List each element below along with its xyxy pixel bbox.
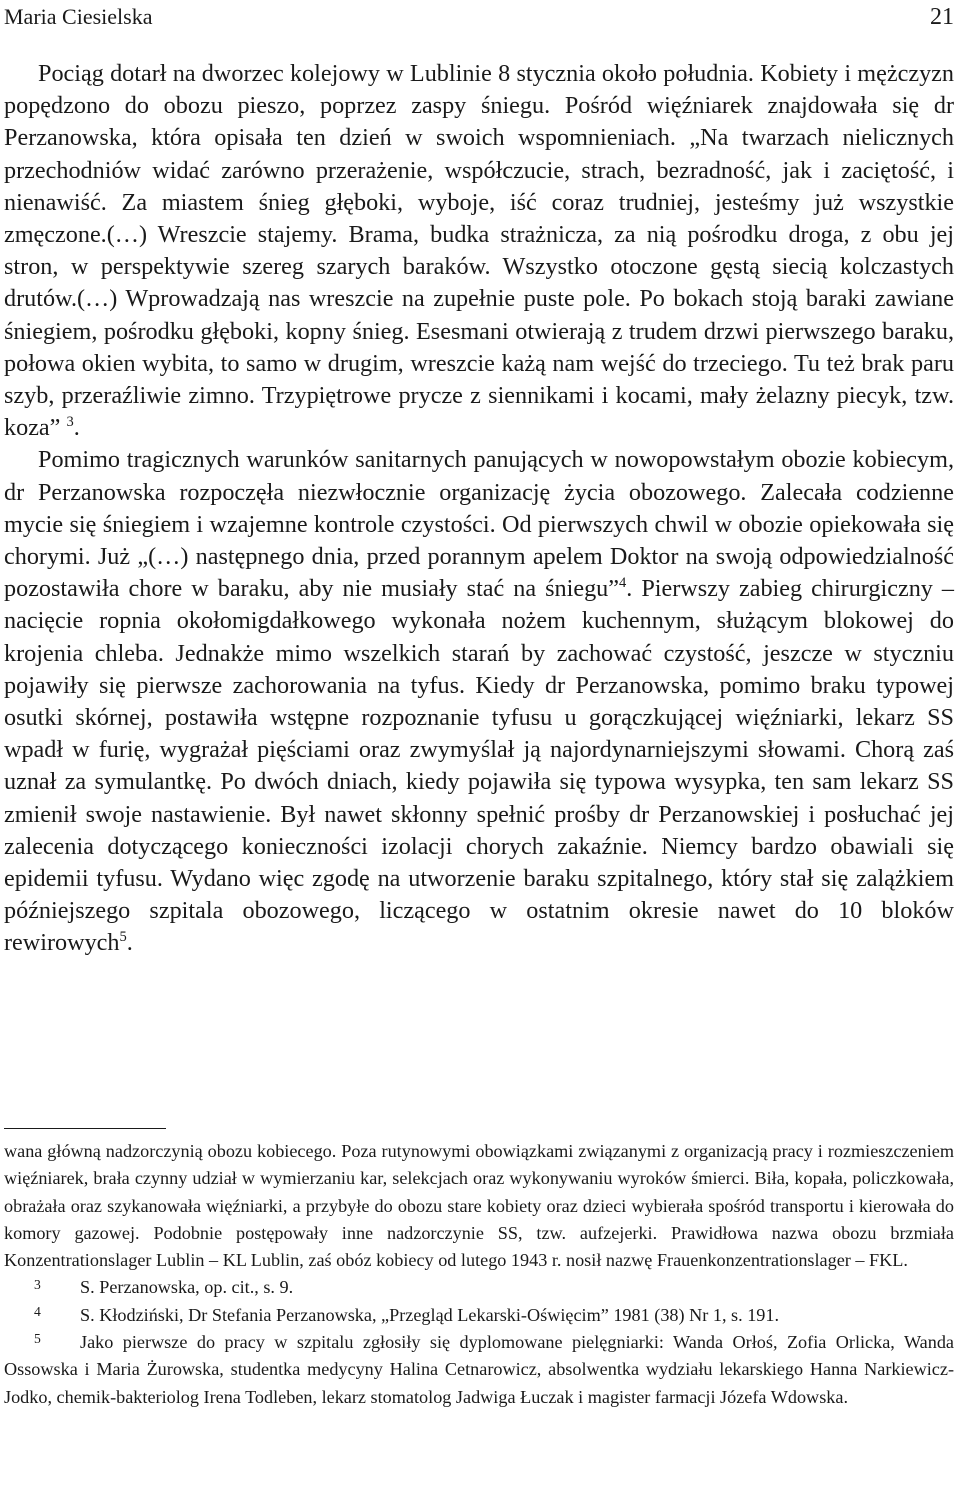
footnote-ref: 3 (66, 414, 74, 431)
footnote-5: 5 Jako pierwsze do pracy w szpitalu zgłosiły się dyplomowane pielęgniarki: Wanda Orłoś, Zofia Orlicka, Wanda Ossowska i Maria Żurowska, studentka medycyny Halina Cetnarowicz, absolwentka wydziału lekarskiego Hanna Narkiewicz-Jodko, chemik-bakteriolog Irena Todleben, lekarz stomatolog Jadwiga Łuczak i magister farmacji Józefa Wdowska. (4, 1331, 954, 1407)
paragraph-text: Pomimo tragicznych warunków sanitarnych panujących w nowopowstałym obozie kobiecym, dr Perzanowska rozpoczęła niezwłocznie organizację życia obozowego. Zalecała codzienne mycie się śniegiem i wzajemne kontrole czystości. Od pierwszych chwil w obozie opiekowała się chorymi. Już „(…) następnego dnia, przed porannym apelem Doktor na swoją odpowiedzialność pozostawiła chore w baraku, aby nie musiały stać na śniegu” (4, 446, 954, 603)
footnote-continuation: wana główną nadzorczynią obozu kobiecego. Poza rutynowymi obowiązkami związanymi z organizacją pracy i rozmieszczeniem więźniarek, brała czynny udział w wymierzaniu kar, selekcjach oraz wykonywaniu wyroków śmierci. Biła, kopała, policzkowała, obrażała oraz szykanowała więźniarki, a przybyłe do obozu stare kobiety oraz dzieci wybierała spośród transportu i kierowała do komory gazowej. Podobnie postępowały inne nadzorczynie SS, tzw. aufzejerki. Prawidłowa nazwa obozu brzmiała Konzentrationslager Lublin – KL Lublin, zaś obóz kobiecy od lutego 1943 r. nosił nazwę Frauenkonzentrationslager – FKL. (4, 1141, 954, 1271)
main-text (4, 58, 954, 960)
footnote-4: 4 S. Kłodziński, Dr Stefania Perzanowska, „Przegląd Lekarski-Oświęcim” 1981 (38) Nr 1, s. 191. (34, 1304, 780, 1325)
footnote-ref: 4 (619, 575, 627, 592)
punctuation: . (73, 414, 80, 442)
paragraph-text: Pociąg dotarł na dworzec kolejowy w Lublinie 8 stycznia około południa. Kobiety i mężczyzn popędzono do obozu pieszo, poprzez zaspy śniegu. Pośród więźniarek znajdowała się dr Perzanowska, która opisała ten dzień w swoich wspomnieniach. „Na twarzach nielicznych przechodniów widać zarówno przerażenie, współczucie, strach, bezradność, jak i zaciętość, i nienawiść. Za miastem śnieg głęboki, wyboje, iść coraz trudniej, jesteśmy już wszystkie zmęczone.(…) Wreszcie stajemy. Brama, budka strażnicza, za nią pośrodku droga, z obu jej stron, w perspektywie szereg szarych baraków. Wszystko otoczone gęstą siecią kolczastych drutów.(…) Wprowadzają nas wreszcie na zupełnie puste pole. Po bokach stoją baraki zawiane śniegiem, pośrodku głęboki, kopny śnieg. Esesmani otwierają z trudem drzwi pierwszego baraku, połowa okien wybita, to samo w drugim, wreszcie każą nam wejść do trzeciego. Tu też brak paru szyb, przeraźliwie zimno. Trzypiętrowe prycze z siennikami i kocami, mały żelazny piecyk, tzw. koza” (4, 60, 954, 442)
footnote-text: Jako pierwsze do pracy w szpitalu zgłosiły się dyplomowane pielęgniarki: Wanda Orłoś, Zofia Orlicka, Wanda Ossowska i Maria Żurowska, studentka medycyny Halina Cetnarowicz, absolwentka wydziału lekarskiego Hanna Narkiewicz-Jodko, chemik-bakteriolog Irena Todleben, lekarz stomatolog Jadwiga Łuczak i magister farmacji Józefa Wdowska. (4, 1332, 954, 1407)
footnote-ref: 5 (119, 929, 127, 946)
footnote-separator (4, 1128, 166, 1129)
running-header (4, 2, 954, 32)
footnote-3: 3 S. Perzanowska, op. cit., s. 9. (34, 1276, 294, 1298)
paragraph-text: . Pierwszy zabieg chirurgiczny – nacięcie ropnia okołomigdałkowego wykonała nożem kuchennym, służącym blokowej do krojenia chleba. Jednakże mimo wszelkich starań by zachować czystość, jeszcze w styczniu pojawiły się pierwsze zachorowania na tyfus. Kiedy dr Perzanowska, pomimo braku typowej osutki skórnej, postawiła wstępne rozpoznanie tyfusu u gorączkującej więźniarki, lekarz SS wpadł w furię, wygrażał pięściami oraz zwymyślał ją najordynarniejszymi słowami. Chorą zaś uznał za symulantkę. Po dwóch dniach, kiedy pojawiła się typowa wysypka, ten sam lekarz SS zmienił swoje nastawienie. Był nawet skłonny spełnić prośby dr Perzanowskiej i posłuchać jej zalecenia dotyczącego konieczności izolacji chorych zakaźnie. Niemcy bardzo obawiali się epidemii tyfusu. Wydano więc zgodę na utworzenie baraku szpitalnego, który stał się zalążkiem późniejszego szpitala obozowego, liczącego w ostatnim okresie nawet do 10 bloków rewirowych (4, 575, 954, 957)
page-number: 21 (930, 4, 954, 30)
footnote-text: S. Kłodziński, Dr Stefania Perzanowska, „Przegląd Lekarski-Oświęcim” 1981 (38) Nr 1, s. 191. (80, 1304, 780, 1325)
punctuation: . (126, 929, 133, 957)
paragraph (4, 58, 954, 444)
header-author: Maria Ciesielska (4, 4, 153, 29)
footnotes (4, 1138, 954, 1411)
paragraph (4, 444, 954, 959)
footnote-text: S. Perzanowska, op. cit., s. 9. (80, 1277, 294, 1298)
